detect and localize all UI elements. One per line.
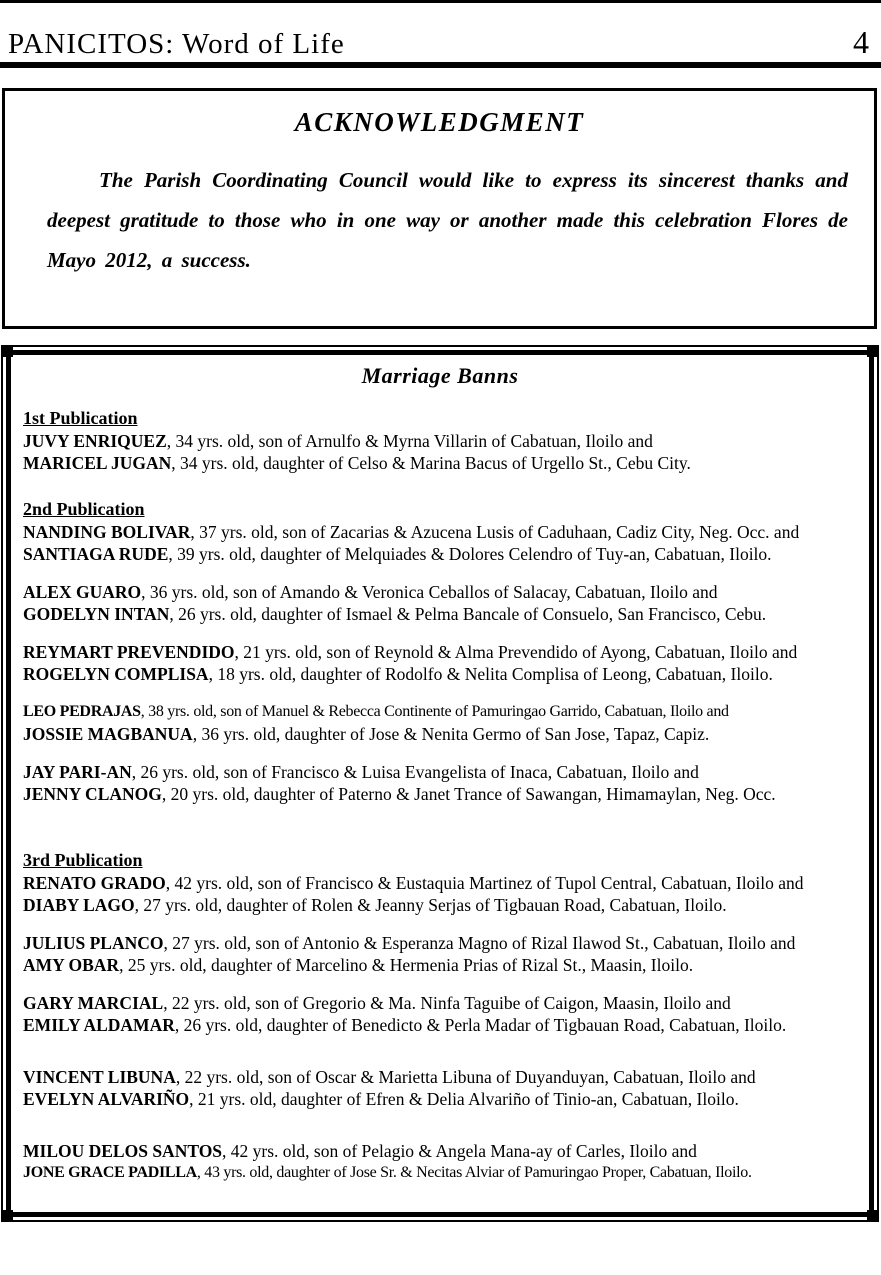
couple-entry: [23, 430, 857, 474]
person-name: JULIUS PLANCO: [23, 933, 164, 953]
acknowledgment-box: [2, 88, 877, 329]
person-name: GARY MARCIAL: [23, 993, 164, 1013]
person-details: , 27 yrs. old, daughter of Rolen & Jeanny Serjas of Tigbauan Road, Cabatuan, Iloilo.: [134, 895, 727, 915]
person-details: , 26 yrs. old, daughter of Benedicto & Perla Madar of Tigbauan Road, Cabatuan, Iloilo.: [174, 1015, 787, 1035]
person-name: MILOU DELOS SANTOS: [23, 1141, 223, 1161]
groom-line: [23, 430, 857, 452]
couple-entry: [23, 1066, 857, 1110]
person-name: EMILY ALDAMAR: [23, 1015, 175, 1035]
person-details: , 43 yrs. old, daughter of Jose Sr. & Necitas Alviar of Pamuringao Proper, Cabatuan, Iloilo.: [196, 1164, 752, 1181]
person-name: JAY PARI-AN: [23, 762, 132, 782]
person-name: JONE GRACE PADILLA: [23, 1164, 197, 1181]
person-name: DIABY LAGO: [23, 895, 135, 915]
groom-line: [23, 521, 857, 543]
person-name: EVELYN ALVARIÑO: [23, 1089, 190, 1109]
header-rule: [0, 62, 881, 68]
banns-title: Marriage Banns: [361, 363, 519, 388]
person-name: LEO PEDRAJAS: [23, 703, 141, 720]
bride-line: [23, 452, 857, 474]
person-details: , 39 yrs. old, daughter of Melquiades & Dolores Celendro of Tuy-an, Cabatuan, Iloilo.: [168, 544, 772, 564]
frame-corner-top-right: [867, 345, 879, 357]
person-details: , 22 yrs. old, son of Oscar & Marietta Libuna of Duyanduyan, Cabatuan, Iloilo and: [175, 1067, 756, 1087]
person-details: , 26 yrs. old, son of Francisco & Luisa Evangelista of Inaca, Cabatuan, Iloilo and: [131, 762, 699, 782]
publication-heading: 2nd Publication: [23, 499, 145, 519]
marriage-banns-box: [1, 345, 879, 1222]
marriage-banns-inner-frame: [6, 350, 874, 1217]
person-name: ROGELYN COMPLISA: [23, 664, 209, 684]
frame-corner-top-left: [1, 345, 13, 357]
couple-entry: [23, 872, 857, 916]
person-details: , 25 yrs. old, daughter of Marcelino & Hermenia Prias of Rizal St., Maasin, Iloilo.: [119, 955, 694, 975]
publication-section: [23, 849, 857, 1184]
person-name: JENNY CLANOG: [23, 784, 162, 804]
couple-entry: [23, 521, 857, 565]
bride-line: [23, 1014, 857, 1036]
person-name: SANTIAGA RUDE: [23, 544, 169, 564]
groom-line: [23, 992, 857, 1014]
person-details: , 27 yrs. old, son of Antonio & Esperanza Magno of Rizal Ilawod St., Cabatuan, Iloilo and: [163, 933, 796, 953]
couple-entry: [23, 641, 857, 685]
person-details: , 18 yrs. old, daughter of Rodolfo & Nelita Complisa of Leong, Cabatuan, Iloilo.: [208, 664, 773, 684]
couple-entry: [23, 932, 857, 976]
couple-entry: [23, 992, 857, 1036]
person-details: , 38 yrs. old, son of Manuel & Rebecca Continente of Pamuringao Garrido, Cabatuan, Iloilo and: [140, 703, 729, 720]
bride-line: [23, 663, 857, 685]
person-details: , 42 yrs. old, son of Francisco & Eustaquia Martinez of Tupol Central, Cabatuan, Iloilo and: [165, 873, 804, 893]
person-details: , 42 yrs. old, son of Pelagio & Angela Mana-ay of Carles, Iloilo and: [222, 1141, 697, 1161]
person-details: , 20 yrs. old, daughter of Paterno & Janet Trance of Sawangan, Himamaylan, Neg. Occ.: [161, 784, 776, 804]
groom-line: [23, 641, 857, 663]
masthead-title: PANICITOS: Word of Life: [8, 28, 345, 60]
bride-line: [23, 954, 857, 976]
person-name: VINCENT LIBUNA: [23, 1067, 176, 1087]
couple-entry: [23, 581, 857, 625]
person-details: , 37 yrs. old, son of Zacarias & Azucena Lusis of Caduhaan, Cadiz City, Neg. Occ. and: [190, 522, 800, 542]
person-details: , 26 yrs. old, daughter of Ismael & Pelma Bancale of Consuelo, San Francisco, Cebu.: [169, 604, 767, 624]
person-details: , 22 yrs. old, son of Gregorio & Ma. Ninfa Taguibe of Caigon, Maasin, Iloilo and: [163, 993, 731, 1013]
banns-sections: [23, 407, 857, 1184]
bride-line: [23, 894, 857, 916]
groom-line: [23, 1140, 857, 1162]
person-details: , 34 yrs. old, son of Arnulfo & Myrna Villarin of Cabatuan, Iloilo and: [166, 431, 653, 451]
groom-line: [23, 872, 857, 894]
person-name: NANDING BOLIVAR: [23, 522, 191, 542]
groom-line: [23, 581, 857, 603]
person-name: REYMART PREVENDIDO: [23, 642, 235, 662]
publication-section: [23, 407, 857, 474]
couple-entry: [23, 701, 857, 745]
bride-line: [23, 1162, 857, 1184]
couple-entry: [23, 1140, 857, 1184]
groom-line: [23, 761, 857, 783]
person-details: , 36 yrs. old, son of Amando & Veronica Ceballos of Salacay, Cabatuan, Iloilo and: [141, 582, 718, 602]
groom-line: [23, 1066, 857, 1088]
frame-corner-bottom-left: [1, 1210, 13, 1222]
person-details: , 21 yrs. old, son of Reynold & Alma Prevendido of Ayong, Cabatuan, Iloilo and: [234, 642, 798, 662]
acknowledgment-body: The Parish Coordinating Council would like to express its sincerest thanks and deepest gratitude to those who in one way or another made this celebration Flores de Mayo 2012, a success.: [47, 168, 848, 272]
person-details: , 21 yrs. old, daughter of Efren & Delia Alvariño of Tinio-an, Cabatuan, Iloilo.: [189, 1089, 739, 1109]
person-name: GODELYN INTAN: [23, 604, 170, 624]
page-header: [8, 24, 873, 61]
person-details: , 36 yrs. old, daughter of Jose & Nenita Germo of San Jose, Tapaz, Capiz.: [192, 724, 710, 744]
person-name: JUVY ENRIQUEZ: [23, 431, 167, 451]
bride-line: [23, 1088, 857, 1110]
page-top-border: [0, 0, 881, 3]
bride-line: [23, 543, 857, 565]
person-name: ALEX GUARO: [23, 582, 142, 602]
bride-line: [23, 603, 857, 625]
person-name: AMY OBAR: [23, 955, 120, 975]
bride-line: [23, 783, 857, 805]
person-details: , 34 yrs. old, daughter of Celso & Marina Bacus of Urgello St., Cebu City.: [171, 453, 691, 473]
person-name: MARICEL JUGAN: [23, 453, 172, 473]
person-name: JOSSIE MAGBANUA: [23, 724, 193, 744]
groom-line: [23, 932, 857, 954]
publication-heading: 1st Publication: [23, 408, 138, 428]
couple-entry: [23, 761, 857, 805]
publication-section: [23, 498, 857, 805]
frame-corner-bottom-right: [867, 1210, 879, 1222]
person-name: RENATO GRADO: [23, 873, 166, 893]
groom-line: [23, 701, 857, 723]
page-number: 4: [853, 24, 869, 60]
bride-line: [23, 723, 857, 745]
publication-heading: 3rd Publication: [23, 850, 143, 870]
acknowledgment-title: ACKNOWLEDGMENT: [294, 107, 585, 137]
